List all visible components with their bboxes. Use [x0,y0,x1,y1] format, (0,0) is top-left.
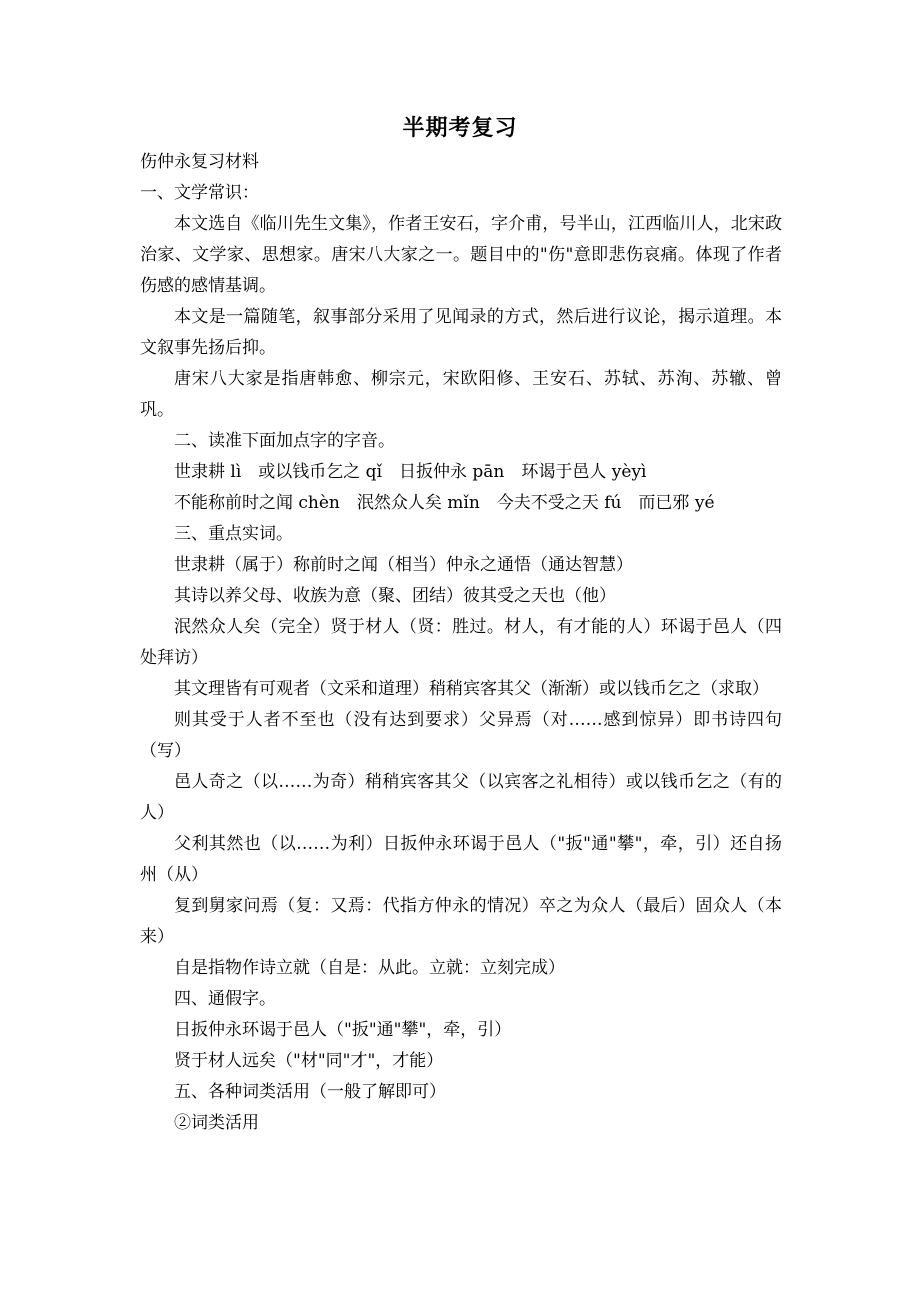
paragraph: 贤于材人远矣（"材"同"才"，才能） [174,1051,444,1071]
paragraph: 本文是一篇随笔，叙事部分采用了见闻录的方式，然后进行议论，揭示道理。本文叙事先扬后抑。 [140,307,782,358]
paragraph: 其文理皆有可观者（文采和道理）稍稍宾客其父（渐渐）或以钱币乞之（求取） [174,679,769,699]
paragraph: 不能称前时之闻 chèn 泯然众人矣 mǐn 今夫不受之天 fú 而已邪 yé [174,493,715,513]
paragraph: 父利其然也（以……为利）日扳仲永环谒于邑人（"扳"通"攀"，牵，引）还自扬州（从） [140,834,782,885]
paragraph: 复到舅家问焉（复：又焉：代指方仲永的情况）卒之为众人（最后）固众人（本来） [140,896,782,947]
paragraph: 唐宋八大家是指唐韩愈、柳宗元，宋欧阳修、王安石、苏轼、苏洵、苏辙、曾巩。 [140,369,782,420]
section-heading: 一、文学常识： [140,183,259,203]
section-heading: 三、重点实词。 [174,524,293,544]
section-heading: 二、读准下面加点字的字音。 [174,431,395,451]
paragraph: ②词类活用 [174,1113,259,1133]
section-heading: 四、通假字。 [174,989,276,1009]
paragraph: 则其受于人者不至也（没有达到要求）父异焉（对……感到惊异）即书诗四句（写） [140,710,782,761]
paragraph: 本文选自《临川先生文集》，作者王安石，字介甫，号半山，江西临川人，北宋政治家、文学家、思想家。唐宋八大家之一。题目中的"伤"意即悲伤哀痛。体现了作者伤感的感情基调。 [140,214,782,296]
paragraph: 伤仲永复习材料 [140,152,259,172]
paragraph: 世隶耕 lì 或以钱币乞之 qǐ 日扳仲永 pān 环谒于邑人 yèyì [174,462,647,482]
section-heading: 五、各种词类活用（一般了解即可） [174,1082,446,1102]
paragraph: 世隶耕（属于）称前时之闻（相当）仲永之通悟（通达智慧） [174,555,633,575]
paragraph: 其诗以养父母、收族为意（聚、团结）彼其受之天也（他） [174,586,616,606]
paragraph: 邑人奇之（以……为奇）稍稍宾客其父（以宾客之礼相待）或以钱币乞之（有的人） [140,772,782,823]
page-title: 半期考复习 [402,116,518,141]
paragraph: 泯然众人矣（完全）贤于材人（贤：胜过。材人，有才能的人）环谒于邑人（四处拜访） [140,617,782,668]
paragraph: 自是指物作诗立就（自是：从此。立就：立刻完成） [174,958,565,978]
document-body [140,147,782,1139]
paragraph: 日扳仲永环谒于邑人（"扳"通"攀"，牵，引） [174,1020,512,1040]
